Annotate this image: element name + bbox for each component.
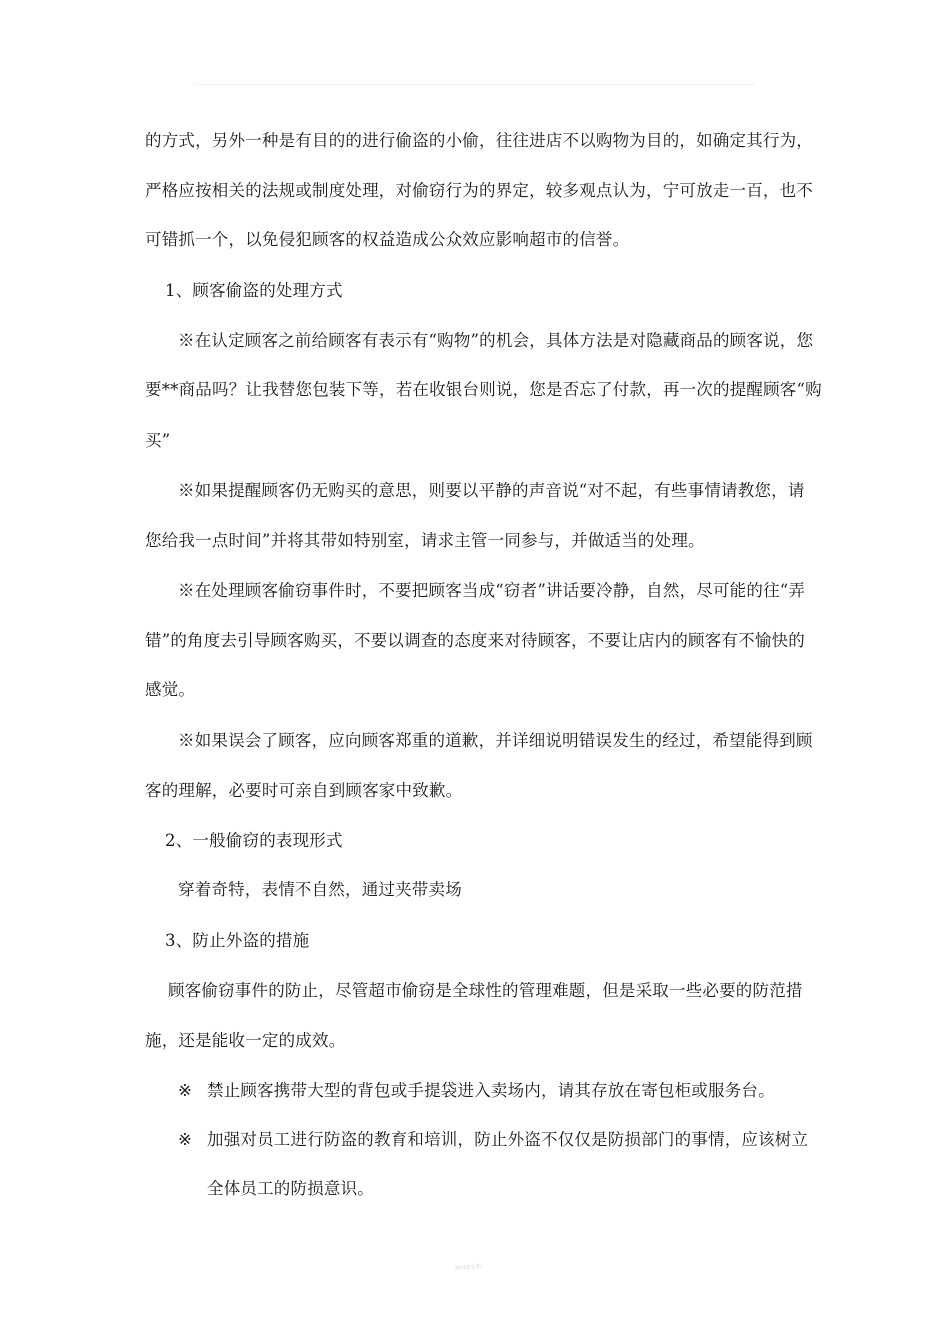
list-item: 加强对员工进行防盗的教育和培训，防止外盗不仅仅是防损部门的事情，应该树立 [207,1130,809,1149]
section-heading-1: 1、顾客偷盗的处理方式 [165,281,343,300]
paragraph-line: 买” [145,431,171,450]
paragraph-line: ※在认定顾客之前给顾客有表示有“购物”的机会，具体方法是对隐藏商品的顾客说，您 [178,331,814,350]
paragraph-line: 严格应按相关的法规或制度处理，对偷窃行为的界定，较多观点认为，宁可放走一百，也不 [145,181,813,200]
paragraph-line: 穿着奇特，表情不自然，通过夹带卖场 [178,880,462,899]
paragraph-line: ※如果误会了顾客，应向顾客郑重的道歉，并详细说明错误发生的经过，希望能得到顾 [178,731,813,750]
paragraph-line: 感觉。 [145,680,196,699]
reference-mark-icon: ※ [178,1081,192,1100]
paragraph-line: 客的理解，必要时可亲自到顾客家中致歉。 [145,781,463,800]
paragraph-line: 错”的角度去引导顾客购买，不要以调查的态度来对待顾客，不要让店内的顾客有不愉快的 [145,631,805,650]
paragraph-line: 要**商品吗？让我替您包装下等，若在收银台则说，您是否忘了付款，再一次的提醒顾客“购 [145,380,822,399]
paragraph-line: 您给我一点时间”并将其带如特别室，请求主管一同参与，并做适当的处理。 [145,531,705,550]
section-heading-2: 2、一般偷窃的表现形式 [165,831,343,850]
footer-watermark: word文档 [455,1264,482,1271]
section-heading-3: 3、防止外盗的措施 [165,931,310,950]
paragraph-line: ※在处理顾客偷窃事件时，不要把顾客当成“窃者”讲话要冷静，自然，尽可能的往“弄 [178,581,806,600]
reference-mark-icon: ※ [178,1130,192,1149]
list-item-continuation: 全体员工的防损意识。 [207,1179,374,1198]
paragraph-line: 顾客偷窃事件的防止，尽管超市偷窃是全球性的管理难题，但是采取一些必要的防范措 [168,981,803,1000]
header-rule [195,84,755,85]
paragraph-line: 的方式，另外一种是有目的的进行偷盗的小偷，往往进店不以购物为目的，如确定其行为， [145,131,813,150]
paragraph-line: ※如果提醒顾客仍无购买的意思，则要以平静的声音说“对不起，有些事情请教您，请 [178,481,805,500]
list-item: 禁止顾客携带大型的背包或手提袋进入卖场内，请其存放在寄包柜或服务台。 [207,1081,775,1100]
paragraph-line: 可错抓一个，以免侵犯顾客的权益造成公众效应影响超市的信誉。 [145,230,630,249]
paragraph-line: 施，还是能收一定的成效。 [145,1031,346,1050]
